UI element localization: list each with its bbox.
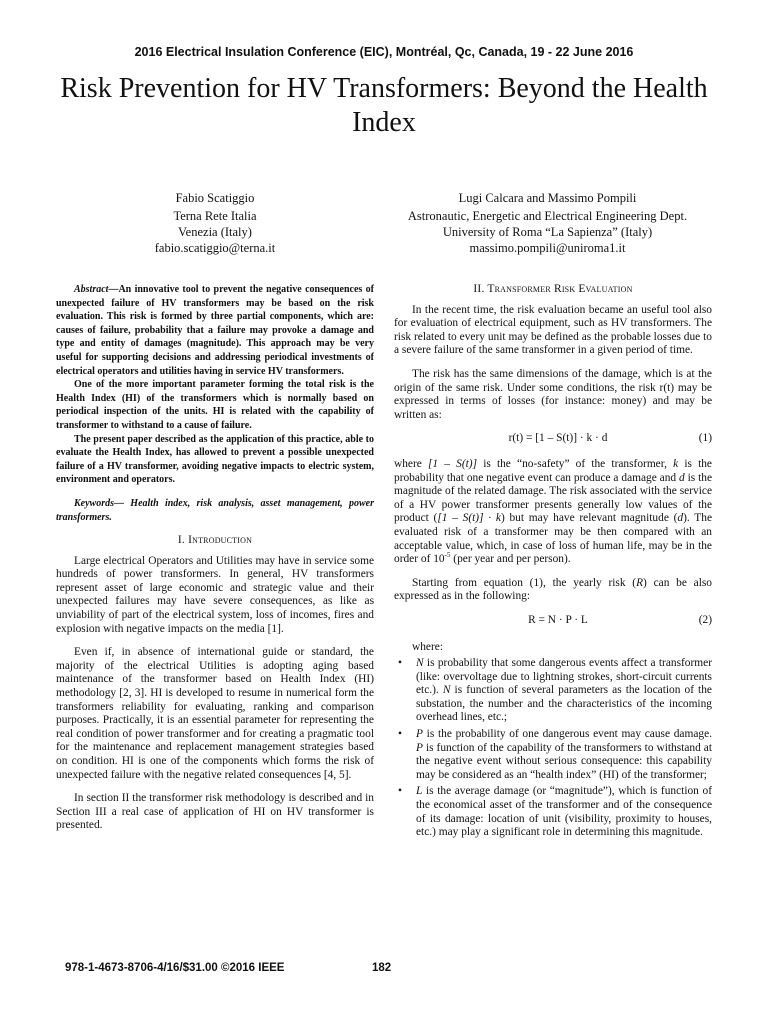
paper-title: Risk Prevention for HV Transformers: Beyond the Health Index	[60, 73, 708, 138]
text-run: ) can be also expressed as in the following:	[394, 576, 712, 603]
superscript: -5	[444, 551, 451, 560]
keywords-label: Keywords	[74, 497, 114, 509]
keywords	[56, 497, 374, 524]
math-run: N	[442, 684, 451, 697]
list-item	[398, 728, 712, 782]
equation-1	[394, 432, 712, 446]
author-block-2	[385, 190, 710, 256]
math-run: P	[416, 741, 423, 754]
abstract-paragraph	[56, 283, 374, 378]
text-run: is function of the capability of the transformers to withstand at the negative event without serious consequence: this capability may be considered as an “health index” (HI) of the transformer;	[416, 741, 712, 781]
text-run: is the magnitude of the related damage. The risk associated with the service of a HV power transformer presents generally low values of the product (	[394, 471, 712, 525]
isbn-copyright: 978-1-4673-8706-4/16/$31.00 ©2016 IEEE	[65, 962, 285, 974]
introduction-body	[56, 555, 374, 833]
text-run: Starting from equation (1), the yearly risk (	[412, 576, 637, 589]
paragraph	[394, 458, 712, 567]
text-run: is probability that some dangerous events affect a transformer (like: overvoltage due to lightning strokes, short-circuit currents etc.).	[416, 657, 712, 697]
paragraph	[394, 577, 712, 604]
text-run: (per year and per person).	[450, 553, 571, 566]
list-item	[398, 657, 712, 725]
math-run: d	[679, 471, 685, 484]
section-heading-introduction: I. Introduction	[177, 534, 253, 547]
author-email: massimo.pompili@uniroma1.it	[469, 241, 626, 255]
equation-number: (2)	[698, 613, 712, 626]
abstract-text: An innovative tool to prevent the negative consequences of unexpected failure of HV transformers may be based on the risk evaluation. This risk is formed by three partial components, which are: causes of failure, probability that a failure may provoke a damage and type and entity of damages (magnitude). This approach may be very useful for supporting decisions and addressing periodical investments of electrical operators and utilities having in service HV transformers.	[56, 284, 374, 377]
text-run: is the probability of one dangerous event may cause damage.	[422, 728, 712, 741]
text-run: is function of several parameters as the location of the substation, the number and the characteristics of the incoming overhead lines, etc.;	[416, 684, 712, 724]
text-run: is the “no-safety” of the transformer,	[477, 457, 674, 470]
author-location: Venezia (Italy)	[178, 225, 252, 239]
math-run: k	[673, 457, 679, 470]
author-block-1	[80, 190, 350, 256]
author-affiliation: Terna Rete Italia	[173, 209, 257, 223]
bullet-icon: •	[398, 785, 402, 798]
text-run: ) but may have relevant magnitude (	[500, 512, 678, 525]
author-name: Fabio Scatiggio	[175, 191, 255, 205]
abstract	[56, 283, 374, 487]
left-column	[56, 283, 374, 843]
where-label: where:	[412, 641, 443, 654]
page-number: 182	[372, 962, 392, 974]
conference-header: 2016 Electrical Insulation Conference (EIC), Montréal, Qc, Canada, 19 - 22 June 2016	[134, 45, 634, 59]
abstract-paragraph: The present paper described as the application of this practice, able to evaluate the Health Index, has allowed to prevent a possible unexpected failure of a HV transformer, avoiding negative impacts to electric system, environment and operators.	[56, 433, 374, 486]
bullet-icon: •	[398, 657, 402, 670]
section-heading-risk-evaluation: II. Transformer Risk Evaluation	[473, 283, 633, 295]
math-run: L	[416, 785, 423, 798]
paragraph: In the recent time, the risk evaluation became an useful tool also for evaluation of electrical equipment, such as HV transformers. The risk related to every unit may be defined as the probable losses due to a severe failure of the same transformer in a given period of time.	[394, 303, 712, 357]
text-run: is the probability that one negative event can produce a damage and	[394, 457, 712, 484]
math-run: P	[416, 728, 423, 741]
paragraph: Large electrical Operators and Utilities may have in service some hundreds of power transformers. In general, HV transformers represent asset of large economic and strategic value and their unexpected failures may have severe consequences, as like as unviability of part of the electrical system, loss of incomes, fires and explosion with negative impacts on the media [1].	[56, 554, 374, 635]
math-run: N	[416, 657, 424, 670]
equation-expression: R = N · P · L	[528, 613, 588, 626]
paragraph: Even if, in absence of international guide or standard, the majority of the electrical Utilities is adopting aging based maintenance of the transformer based on Health Index (HI) methodology [2, 3]. HI is developed to resume in numerical form the transformers reliability for evaluating, ranking and comparison purposes. Practically, it is an essential parameter for representing the real condition of power transformer and for creating a pragmatic tool for the maintenance and replacement management strategies based on condition. HI is one of the components which forms the risk of unexpected failure with the negative related consequences [4, 5].	[56, 646, 374, 781]
text-run: ). The evaluated risk of a transformer may be then compared with an acceptable value, which, in case of loss of human life, may be in the order of 10	[394, 512, 713, 566]
equation-expression: r(t) = [1 – S(t)] · k · d	[508, 432, 608, 445]
keywords-text: — Health index, risk analysis, asset management, power transformers.	[56, 497, 374, 523]
math-run: [1 – S(t)]	[428, 457, 478, 470]
bullet-list	[394, 657, 712, 840]
paragraph: The risk has the same dimensions of the damage, which is at the origin of the same risk. Under some conditions, the risk r(t) may be expressed in terms of losses (for instance: money) and may be written as:	[394, 367, 712, 421]
list-item	[398, 785, 712, 839]
math-run: d	[677, 512, 684, 525]
author-affiliation: Astronautic, Energetic and Electrical Engineering Dept.	[407, 209, 688, 223]
text-run: where	[394, 457, 428, 470]
keywords-paragraph	[56, 497, 374, 524]
right-column	[394, 283, 712, 843]
math-run: [1 – S(t)] · k	[437, 512, 501, 525]
risk-evaluation-body	[394, 304, 712, 840]
abstract-label: Abstract	[74, 284, 109, 295]
author-location: University of Roma “La Sapienza” (Italy)	[442, 225, 653, 239]
text-run: is the average damage (or “magnitude”), which is function of the economical asset of the transformer and of the consequence of its damage: location of unit (visibility, proximity to houses, etc.) may play a significant role in determining this magnitude.	[416, 785, 712, 839]
author-name: Lugi Calcara and Massimo Pompili	[458, 191, 637, 205]
equation-number: (1)	[698, 432, 712, 445]
abstract-dash: —	[108, 284, 119, 295]
equation-2	[394, 614, 712, 628]
abstract-paragraph: One of the more important parameter forming the total risk is the Health Index (HI) of the transformers which is normally based on periodical inspection of the units. HI is related with the capability of transformer to withstand to a cause of failure.	[56, 379, 374, 431]
author-email: fabio.scatiggio@terna.it	[154, 241, 276, 255]
math-run: R	[636, 576, 644, 589]
paragraph: In section II the transformer risk methodology is described and in Section III a real case of application of HI on HV transformer is presented.	[56, 792, 374, 832]
bullet-icon: •	[398, 728, 402, 741]
